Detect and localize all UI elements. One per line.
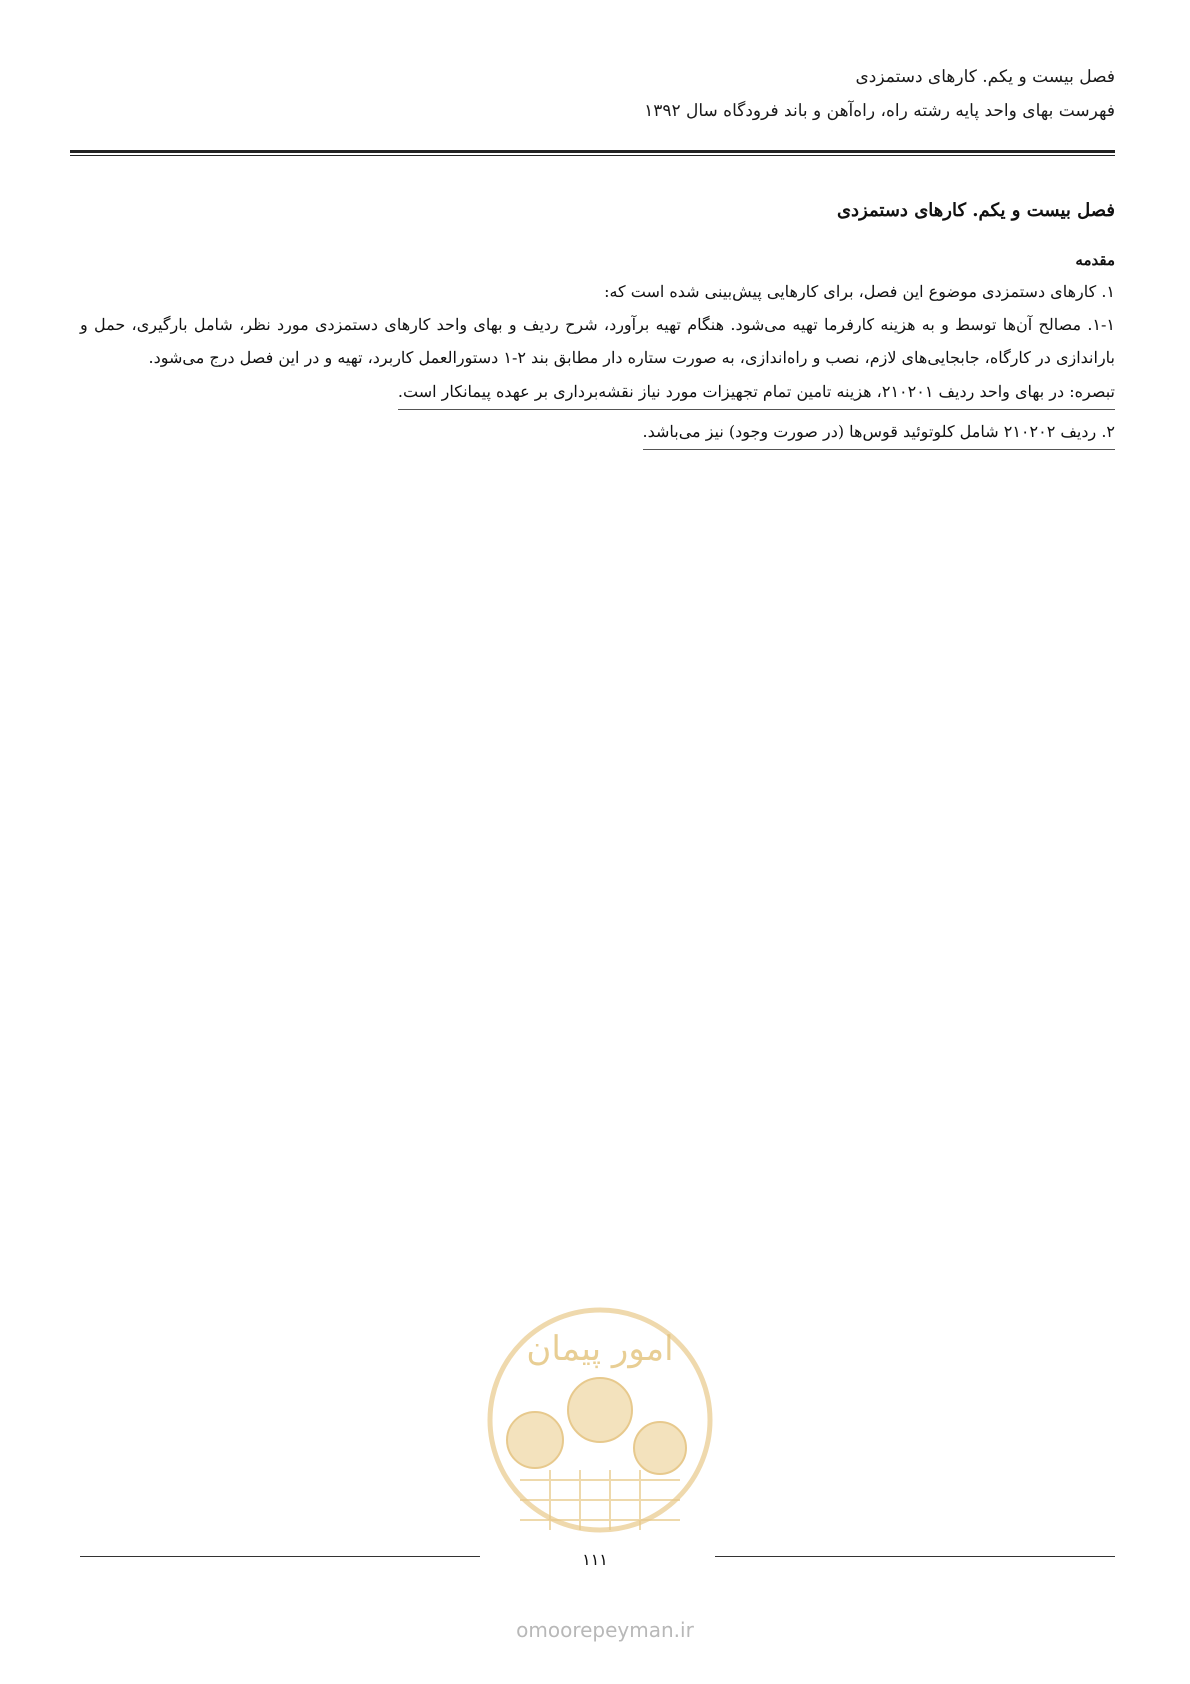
page-number: ۱۱۱: [582, 1550, 608, 1569]
watermark-url: omoorepeyman.ir: [516, 1618, 694, 1642]
note-paragraph: تبصره: در بهای واحد ردیف ۲۱۰۲۰۱، هزینه تامین تمام تجهیزات مورد نیاز نقشه‌برداری بر عهده پیمانکار است.: [398, 376, 1115, 410]
header-rule: [70, 150, 1115, 156]
footer-rule-left: [80, 1556, 480, 1557]
page-header: [75, 60, 1115, 128]
footer-rule-right: [715, 1556, 1115, 1557]
header-catalog: فهرست بهای واحد پایه رشته راه، راه‌آهن و باند فرودگاه سال ۱۳۹۲: [644, 101, 1115, 121]
section-title: مقدمه: [1075, 251, 1115, 269]
header-chapter: فصل بیست و یکم. کارهای دستمزدی: [855, 67, 1115, 87]
watermark-logo-text: امور پیمان: [526, 1329, 674, 1369]
watermark-logo: [480, 1300, 720, 1550]
paragraph-1-1: ۱-۱. مصالح آن‌ها توسط و به هزینه کارفرما تهیه می‌شود. هنگام تهیه برآورد، شرح ردیف و بهای واحد کارهای دستمزدی مورد نظر، شامل بارگیری، حمل و باراندازی در کارگاه، جابجایی‌های لازم، نصب و راه‌اندازی، به صورت ستاره دار مطابق بند ۲-۱ دستورالعمل کاربرد، تهیه و در این فصل درج می‌شود.: [80, 315, 1115, 367]
paragraph-1: ۱. کارهای دستمزدی موضوع این فصل، برای کارهایی پیش‌بینی شده است که:: [604, 282, 1115, 301]
page-body: [80, 200, 1115, 454]
paragraph-2: ۲. ردیف ۲۱۰۲۰۲ شامل کلوتوئید قوس‌ها (در صورت وجود) نیز می‌باشد.: [643, 416, 1116, 450]
chapter-title: فصل بیست و یکم. کارهای دستمزدی: [836, 200, 1115, 221]
